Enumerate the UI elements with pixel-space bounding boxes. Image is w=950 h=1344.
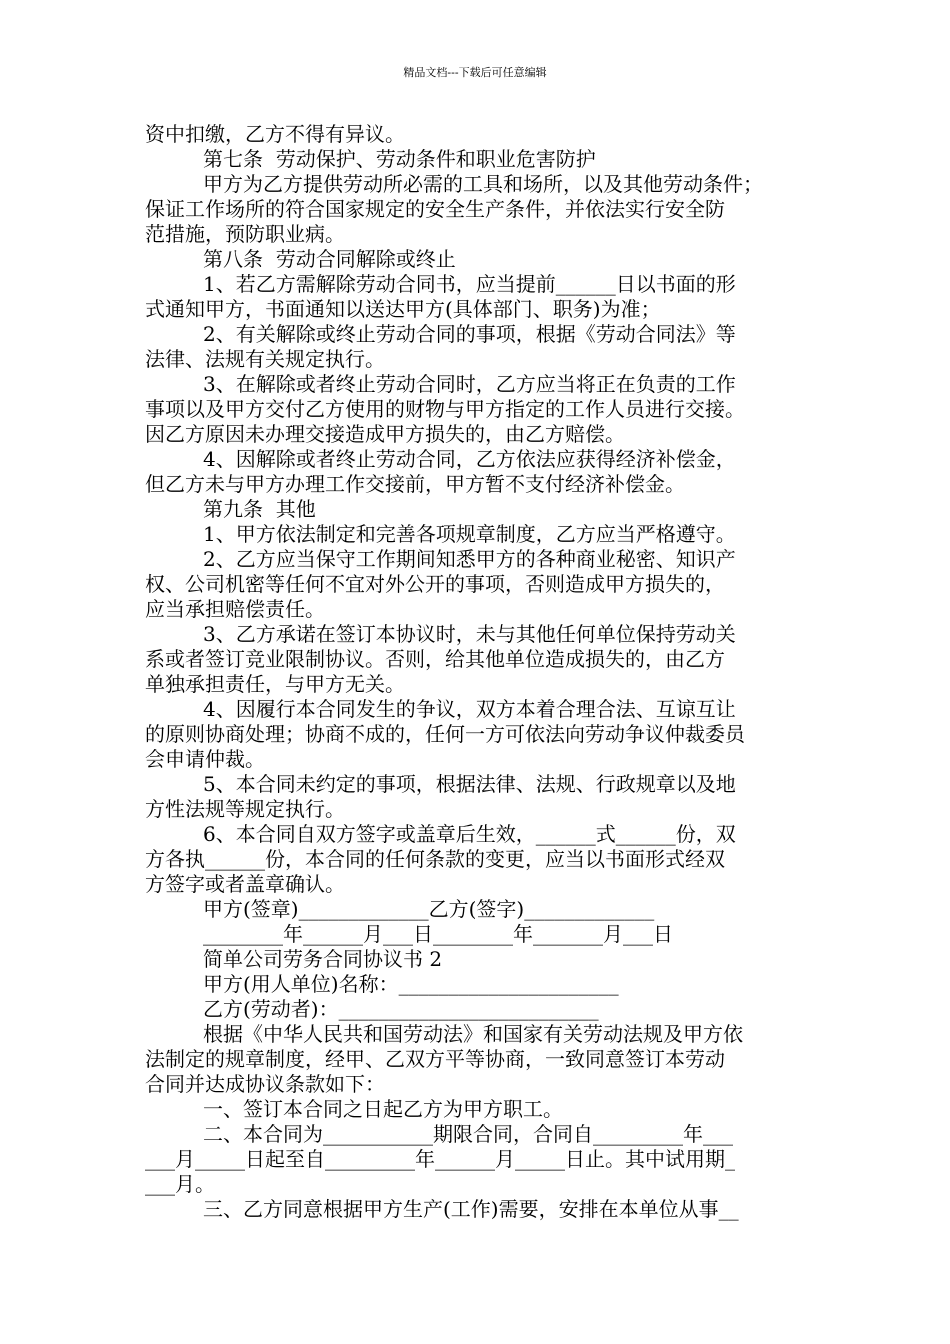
text-line: 范措施，预防职业病。 (145, 222, 345, 246)
text-line: 甲方(用人单位)名称：______________________ (203, 972, 619, 996)
text-line: 第七条 劳动保护、劳动条件和职业危害防护 (203, 147, 596, 171)
page-header: 精品文档---下载后可任意编辑 (403, 66, 547, 79)
text-line: 乙方(劳动者)：__________________________ (203, 997, 599, 1021)
text-line: 甲方(签章)_____________乙方(签字)_____________ (203, 897, 655, 921)
text-line: 式通知甲方，书面通知以送达甲方(具体部门、职务)为准； (145, 297, 661, 321)
text-line: 2、有关解除或终止劳动合同的事项，根据《劳动合同法》等 (203, 322, 736, 346)
text-line: ________年______月___日________年_______月___日 (203, 922, 673, 946)
text-line: 法制定的规章制度，经甲、乙双方平等协商，一致同意签订本劳动 (145, 1047, 725, 1071)
text-line: 1、若乙方需解除劳动合同书，应当提前______日以书面的形 (203, 272, 736, 296)
text-line: 的原则协商处理；协商不成的，任何一方可依法向劳动争议仲裁委员 (145, 722, 745, 746)
text-line: ___月。 (145, 1172, 215, 1196)
document-body (145, 122, 815, 1222)
text-line: 会申请仲裁。 (145, 747, 265, 771)
text-line: 简单公司劳务合同协议书 2 (203, 947, 443, 971)
text-line: 法律、法规有关规定执行。 (145, 347, 385, 371)
text-line: 第八条 劳动合同解除或终止 (203, 247, 456, 271)
text-line: 1、甲方依法制定和完善各项规章制度，乙方应当严格遵守。 (203, 522, 736, 546)
text-line: 事项以及甲方交付乙方使用的财物与甲方指定的工作人员进行交接。 (145, 397, 745, 421)
text-line: 保证工作场所的符合国家规定的安全生产条件，并依法实行安全防 (145, 197, 725, 221)
text-line: ___月_____日起至自_________年______月_____日止。其中试用期_ (145, 1147, 735, 1171)
text-line: 权、公司机密等任何不宜对外公开的事项，否则造成甲方损失的， (145, 572, 725, 596)
text-line: 应当承担赔偿责任。 (145, 597, 325, 621)
text-line: 单独承担责任，与甲方无关。 (145, 672, 405, 696)
text-line: 方各执______份，本合同的任何条款的变更，应当以书面形式经双 (145, 847, 725, 871)
text-line: 甲方为乙方提供劳动所必需的工具和场所，以及其他劳动条件； (203, 172, 763, 196)
text-line: 第九条 其他 (203, 497, 316, 521)
text-line: 方签字或者盖章确认。 (145, 872, 345, 896)
text-line: 但乙方未与甲方办理工作交接前，甲方暂不支付经济补偿金。 (145, 472, 685, 496)
text-line: 3、在解除或者终止劳动合同时，乙方应当将正在负责的工作 (203, 372, 736, 396)
text-line: 5、本合同未约定的事项，根据法律、法规、行政规章以及地 (203, 772, 736, 796)
text-line: 4、因履行本合同发生的争议，双方本着合理合法、互谅互让 (203, 697, 736, 721)
text-line: 2、乙方应当保守工作期间知悉甲方的各种商业秘密、知识产 (203, 547, 736, 571)
text-line: 3、乙方承诺在签订本协议时，未与其他任何单位保持劳动关 (203, 622, 736, 646)
text-line: 三、乙方同意根据甲方生产(工作)需要，安排在本单位从事__ (203, 1197, 739, 1221)
text-line: 一、签订本合同之日起乙方为甲方职工。 (203, 1097, 563, 1121)
text-line: 4、因解除或者终止劳动合同，乙方依法应获得经济补偿金， (203, 447, 736, 471)
text-line: 系或者签订竞业限制协议。否则，给其他单位造成损失的，由乙方 (145, 647, 725, 671)
text-line: 根据《中华人民共和国劳动法》和国家有关劳动法规及甲方依 (203, 1022, 743, 1046)
text-line: 二、本合同为___________期限合同，合同自_________年___ (203, 1122, 733, 1146)
text-line: 合同并达成协议条款如下： (145, 1072, 385, 1096)
text-line: 6、本合同自双方签字或盖章后生效，______式______份，双 (203, 822, 736, 846)
text-line: 资中扣缴，乙方不得有异议。 (145, 122, 405, 146)
text-line: 方性法规等规定执行。 (145, 797, 345, 821)
text-line: 因乙方原因未办理交接造成甲方损失的，由乙方赔偿。 (145, 422, 625, 446)
